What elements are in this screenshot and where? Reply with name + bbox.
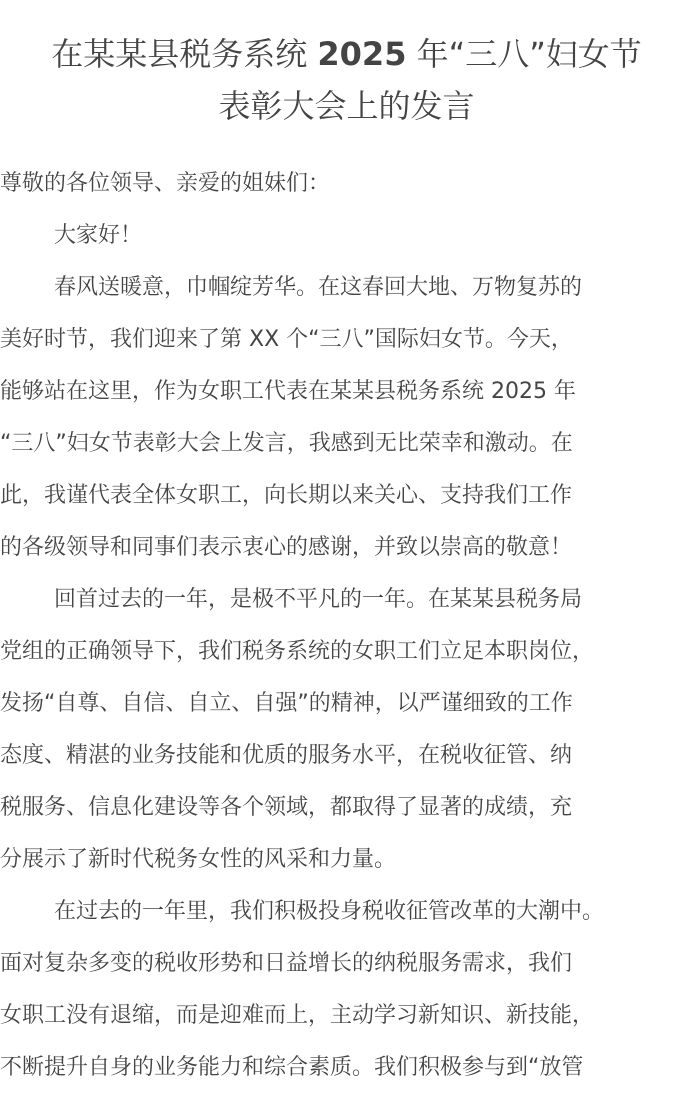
title-text: 年“三八”妇女节 bbox=[406, 35, 642, 73]
body-line: 美好时节，我们迎来了第 XX 个“三八”国际妇女节。今天， bbox=[0, 327, 573, 352]
body-line: 能够站在这里，作为女职工代表在某某县税务系统 2025 年 bbox=[0, 379, 576, 404]
body-line: 面对复杂多变的税收形势和日益增长的纳税服务需求，我们 bbox=[0, 951, 573, 976]
body-line: 税服务、信息化建设等各个领域，都取得了显著的成绩，充 bbox=[0, 795, 573, 820]
body-line: 发扬“自尊、自信、自立、自强”的精神，以严谨细致的工作 bbox=[0, 691, 573, 716]
body-line: 尊敬的各位领导、亲爱的姐妹们： bbox=[0, 171, 331, 196]
title-text: 在某某县税务系统 bbox=[51, 35, 318, 73]
title-year: 2025 bbox=[317, 35, 407, 73]
body-line: 春风送暖意，巾帼绽芳华。在这春回大地、万物复苏的 bbox=[54, 275, 583, 300]
body-line: “三八”妇女节表彰大会上发言，我感到无比荣幸和激动。在 bbox=[0, 431, 573, 456]
body-line: 的各级领导和同事们表示衷心的感谢，并致以崇高的敬意！ bbox=[0, 535, 573, 560]
body-line: 分展示了新时代税务女性的风采和力量。 bbox=[0, 847, 397, 872]
body-line: 态度、精湛的业务技能和优质的服务水平，在税收征管、纳 bbox=[0, 743, 573, 768]
body-line: 党组的正确领导下，我们税务系统的女职工们立足本职岗位， bbox=[0, 639, 595, 664]
body-line: 女职工没有退缩，而是迎难而上，主动学习新知识、新技能， bbox=[0, 1003, 595, 1028]
body-line: 此，我谨代表全体女职工，向长期以来关心、支持我们工作 bbox=[0, 483, 573, 508]
document-body bbox=[0, 158, 693, 1094]
body-line: 回首过去的一年，是极不平凡的一年。在某某县税务局 bbox=[54, 587, 583, 612]
title-line-1 bbox=[0, 28, 693, 80]
title-line-2: 表彰大会上的发言 bbox=[218, 87, 475, 125]
document-title bbox=[0, 0, 693, 132]
body-line: 不断提升自身的业务能力和综合素质。我们积极参与到“放管 bbox=[0, 1055, 584, 1080]
body-line: 大家好！ bbox=[54, 223, 143, 248]
body-line: 在过去的一年里，我们积极投身税收征管改革的大潮中。 bbox=[54, 899, 605, 924]
